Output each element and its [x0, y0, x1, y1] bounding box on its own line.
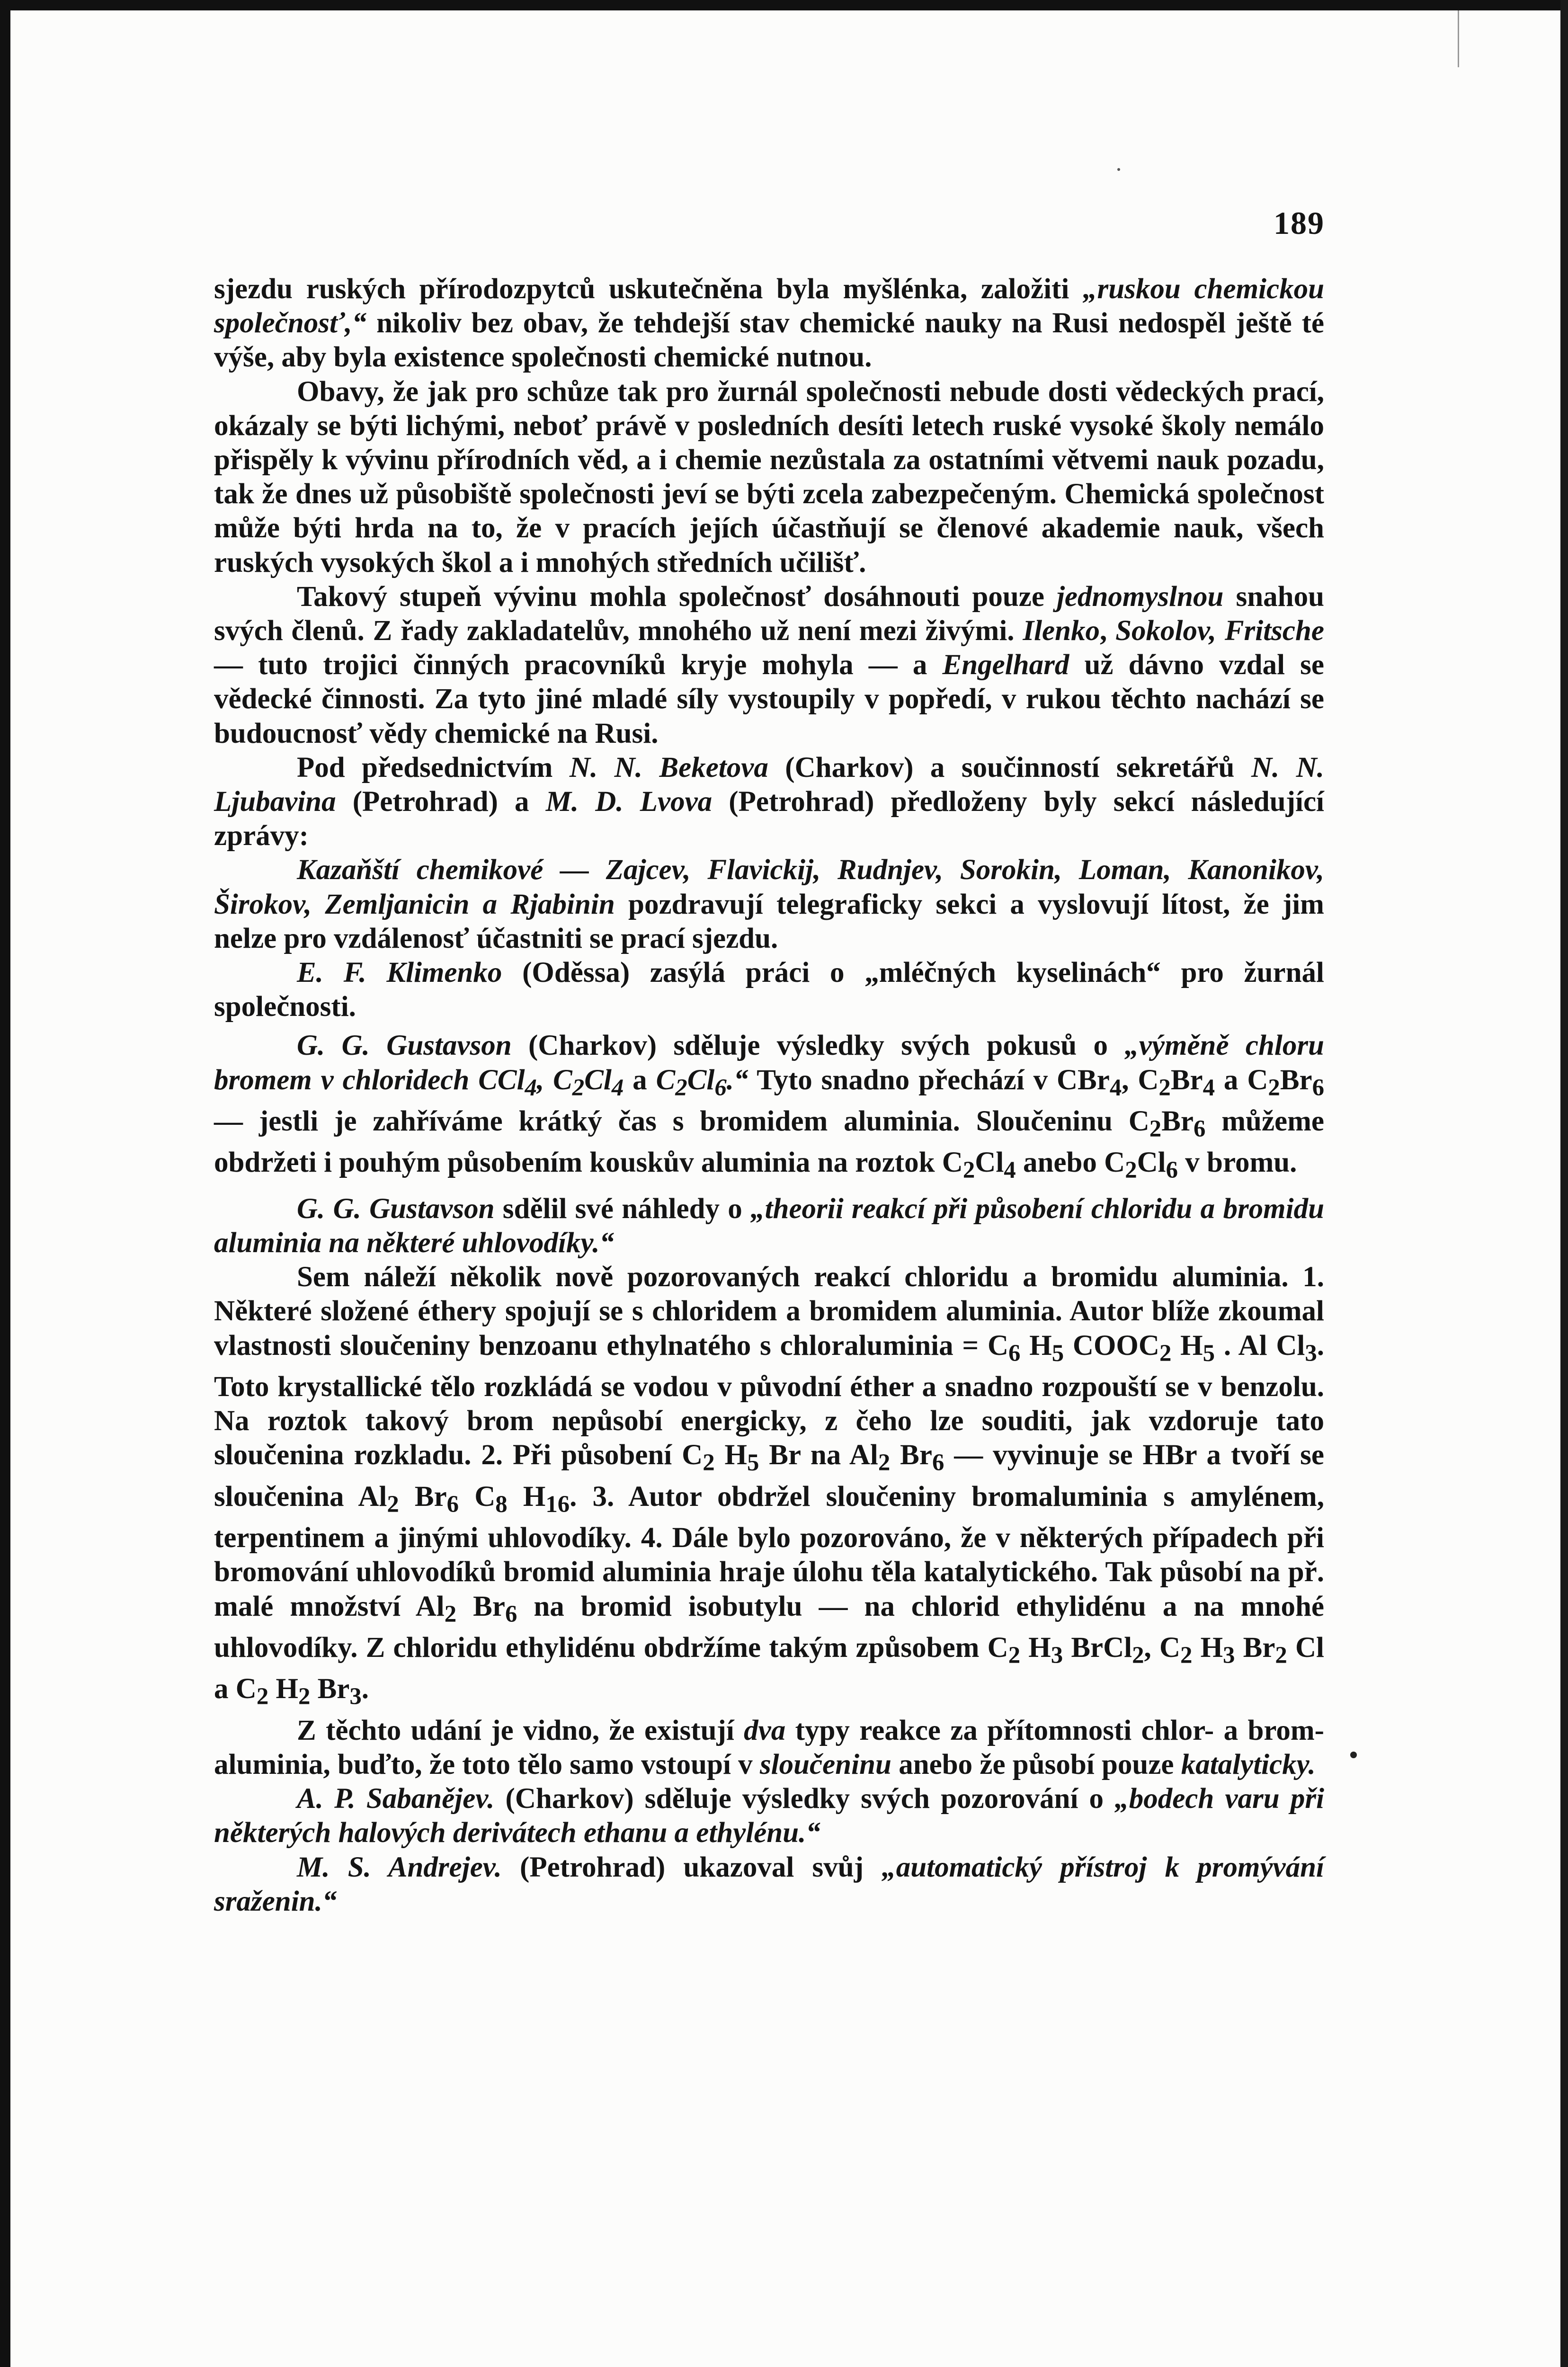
paragraph: M. S. Andrejev. (Petrohrad) ukazoval svůj „automatický přístroj k promývání sraženin.“ [214, 1851, 1324, 1917]
paragraph: Obavy, že jak pro schůze tak pro žurnál společnosti nebude dosti vědeckých prací, okázaly se býti lichými, neboť právě v posledních desíti letech ruské vysoké školy nemálo přispěly k vývinu přírodních věd, a i chemie nezůstala za ostatními větvemi nauk pozadu, tak že dnes už působiště společnosti jeví se býti zcela zabezpečeným. Chemická společnost může býti hrda na to, že v pracích jejích účastňují se členové akademie nauk, všech ruských vysokých škol a i mnohých středních učilišť. [214, 375, 1324, 578]
paragraph: G. G. Gustavson (Charkov) sděluje výsledky svých pokusů o „výměně chloru bromem v chloridech CCl$_4$, $C_2Cl_4$ a $C_2Cl_6.“$ Tyto snadno přechází v CBr$_4$, $C_2Br_4$ a $C_2Br_6$ — jestli je zahříváme krátký čas s bromidem aluminia. Sloučeninu $C_2Br_6$ můžeme obdržeti i pouhým působením kouskův aluminia na roztok $C_2Cl_4$ anebo $C_2Cl_6$ v bromu. [214, 1030, 1324, 1184]
paragraph: Kazaňští chemikové — Zajcev, Flavickij, Rudnjev, Sorokin, Loman, Kanonikov, Širokov, Zemljanicin a Rjabinin pozdravují telegraficky sekci a vyslovují lítost, že jim nelze pro vzdálenosť účastniti se prací sjezdu. [214, 854, 1324, 954]
paragraph: Pod předsednictvím N. N. Beketova (Charkov) a součinností sekretářů N. N. Ljubavina (Petrohrad) a M. D. Lvova (Petrohrad) předloženy byly sekcí následující zprávy: [214, 751, 1325, 852]
scan-border-right [1560, 0, 1568, 2367]
paragraph: sjezdu ruských přírodozpytců uskutečněna byla myšlénka, založiti „ruskou chemickou společnosť,“ nikoliv bez obav, že tehdejší stav chemické nauky na Rusi nedospěl ještě té výše, aby byla existence společnosti chemické nutnou. [214, 273, 1324, 374]
paragraph: G. G. Gustavson sdělil své náhledy o „theorii reakcí při působení chloridu a bromidu aluminia na některé uhlovodíky.“ [214, 1192, 1325, 1259]
margin-dot [1350, 1752, 1357, 1758]
page-number: 189 [1274, 205, 1325, 241]
scan-speck [1117, 168, 1120, 171]
scan-corner-mark [1458, 10, 1540, 67]
body-text [214, 272, 1324, 1919]
scan-border-left [0, 0, 10, 2367]
paragraph: A. P. Sabanějev. (Charkov) sděluje výsledky svých pozorování o „bodech varu při některých halových derivátech ethanu a ethylénu.“ [214, 1783, 1325, 1849]
paragraph: Z těchto udání je vidno, že existují dva typy reakce za přítomnosti chlor- a brom- aluminia, buďto, že toto tělo samo vstoupí v sloučeninu anebo že působí pouze katalyticky. [214, 1714, 1324, 1781]
scan-border-top [0, 0, 1568, 10]
paragraph: Takový stupeň vývinu mohla společnosť dosáhnouti pouze jednomyslnou snahou svých členů. Z řady zakladatelův, mnohého už není mezi živými. Ilenko, Sokolov, Fritsche — tuto trojici činných pracovníků kryje mohyla — a Engelhard už dávno vzdal se vědecké činnosti. Za tyto jiné mladé síly vystoupily v popředí, v rukou těchto nachází se budoucnosť vědy chemické na Rusi. [214, 580, 1325, 749]
paragraph: Sem náleží několik nově pozorovaných reakcí chloridu a bromidu aluminia. 1. Některé složené éthery spojují se s chloridem a bromidem aluminia. Autor blíže zkoumal vlastnosti sloučeniny benzoanu ethylnatého s chloraluminia = $C_6$ $H_5$ $COOC_2$ $H_5$ . Al $Cl_3$. Toto krystallické tělo rozkládá se vodou v původní éther a snadno rozpouští se v benzolu. Na roztok takový brom nepůsobí energicky, z čeho lze souditi, jak vzdoruje tato sloučenina rozkladu. 2. Při působení $C_2$ $H_5$ Br na $Al_2$ $Br_6$ — vyvinuje se HBr a tvoří se sloučenina $Al_2$ $Br_6$ $C_8$ $H_{16}$. 3. Autor obdržel sloučeniny bromaluminia s amylénem, terpentinem a jinými uhlovodíky. 4. Dále bylo pozorováno, že v některých případech při bromování uhlovodíků bromid aluminia hraje úlohu těla katalytického. Tak působí na př. malé množství $Al_2$ $Br_6$ na bromid isobutylu — na chlorid ethylidénu a na mnohé uhlovodíky. Z chloridu ethylidénu obdržíme takým způsobem $C_2$ $H_3$ BrCl$_2$, $C_2$ $H_3$ $Br_2$ Cl a $C_2$ $H_2$ $Br_3$. [214, 1261, 1325, 1710]
paragraph: E. F. Klimenko (Oděssa) zasýlá práci o „mléčných kyselinách“ pro žurnál společnosti. [214, 957, 1324, 1023]
